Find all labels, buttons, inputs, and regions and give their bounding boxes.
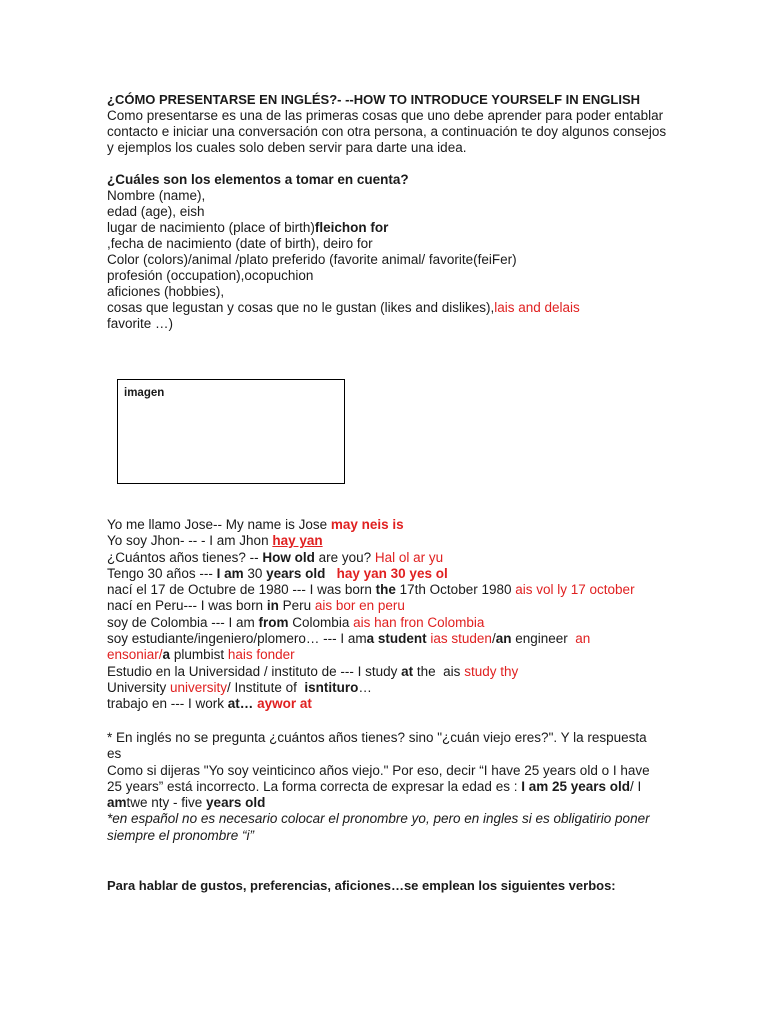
example-line [107,680,667,696]
pronunciation-red: Hal ol ar yu [374,549,444,565]
pronunciation-red: an [575,631,591,647]
elements-heading: ¿Cuáles son los elementos a tomar en cuenta? [107,172,409,187]
example-bold: the [375,582,396,598]
example-line [107,566,667,582]
example-line [107,598,667,614]
element-line [107,220,667,236]
examples-section [107,517,667,713]
example-bold: How old [262,549,315,565]
note-line [107,779,663,795]
example-text: Yo me llamo Jose-- My name is Jose [107,517,331,532]
element-line [107,300,667,316]
example-bold: at [401,663,414,679]
example-text: Colombia [288,614,354,630]
element-line: Color (colors)/animal /plato preferido (favorite animal/ favorite(feiFer) [107,252,517,267]
note-text: / I [630,778,642,794]
note-line: Como si dijeras "Yo soy veinticinco años viejo." Por eso, decir “I have 25 years old o I have [107,762,650,778]
example-text: 17th October 1980 [395,582,516,598]
example-text: / Institute of [227,679,305,695]
pronunciation-red: ais vol ly 17 october [515,582,635,598]
example-text: University [107,679,171,695]
example-text: plumbist [170,647,228,663]
element-line: ,fecha de nacimiento (date of birth), deiro for [107,236,373,251]
example-text: / [491,631,496,647]
example-text: 30 [243,565,267,581]
example-text: soy de Colombia --- I am [107,614,259,630]
example-line [107,647,667,663]
pronunciation-red: hais fonder [227,647,295,663]
example-text: Tengo 30 años --- [107,565,217,581]
example-text: trabajo en --- I work [107,696,228,712]
spacer [107,156,667,172]
example-line [107,615,667,631]
note-italic: *en español no es necesario colocar el pronombre yo, pero en ingles si es obligatirio poner siempre el pronombre “i” [107,811,650,843]
note-line [107,795,663,811]
example-text: nací el 17 de Octubre de 1980 --- I was born [107,582,376,598]
image-placeholder-label: imagen [124,387,165,399]
image-placeholder [117,379,345,484]
example-line [107,533,667,549]
pronunciation-bold: fleichon for [314,220,389,235]
example-text: nací en Peru--- I was born [107,598,267,614]
example-bold: isntituro [304,679,359,695]
note-bold: I am 25 years old [521,778,631,794]
document-body [107,92,667,332]
example-line [107,550,667,566]
example-line [107,664,667,680]
example-bold: at… [227,696,254,712]
example-text: the ais [413,663,465,679]
example-line [107,696,667,712]
example-bold: in [266,598,279,614]
example-bold: an [495,631,512,647]
pronunciation-red: ais bor en peru [314,598,405,614]
element-line: aficiones (hobbies), [107,284,225,299]
example-text: Yo soy Jhon- -- - I am Jhon [107,533,273,549]
pronunciation-red: ias studen [426,631,492,647]
element-text: lugar de nacimiento (place of birth) [107,220,315,235]
note-bold: years old [206,795,266,811]
example-text: … [358,679,372,695]
pronunciation-red: ais han fron Colombia [353,614,485,630]
example-text: engineer [511,631,576,647]
pronunciation-red: may neis is [330,517,404,532]
element-line: profesión (occupation),ocopuchion [107,268,314,283]
pronunciation-red: hay yan [272,533,323,549]
example-text: ¿Cuántos años tienes? -- [107,549,263,565]
element-line: favorite …) [107,316,174,331]
pronunciation-red: hay yan 30 yes ol [325,565,448,581]
example-bold: years old [266,565,326,581]
example-text: are you? [314,549,375,565]
pronunciation-red: ensoniar/ [107,647,163,663]
pronunciation-red: study thy [464,663,519,679]
example-bold: I am [216,565,244,581]
final-heading: Para hablar de gustos, preferencias, aficiones…se emplean los siguientes verbos: [107,878,616,893]
example-text: Peru [278,598,315,614]
note-line: * En inglés no se pregunta ¿cuántos años tienes? sino "¿cuán viejo eres?". Y la respuesta es [107,730,647,762]
example-line [107,582,667,598]
intro-paragraph: Como presentarse es una de las primeras cosas que uno debe aprender para poder entablar contacto e iniciar una conversación con otra persona, a continuación te doy algunos consejos y ejemplos los cuales solo deben servir para darte una idea. [107,108,667,155]
example-bold: a [162,647,171,663]
example-text: soy estudiante/ingeniero/plomero… --- I am [107,631,367,647]
note-text: 25 years” está incorrecto. La forma correcta de expresar la edad es : [107,778,522,794]
example-text: Estudio en la Universidad / instituto de --- I study [107,663,402,679]
element-line: edad (age), eish [107,204,205,219]
example-line [107,631,667,647]
element-line: Nombre (name), [107,188,206,203]
pronunciation-red: lais and delais [494,300,580,315]
example-line [107,517,667,533]
age-note-section [107,730,663,844]
pronunciation-red: aywor at [253,696,312,712]
note-bold: am [107,795,127,811]
example-bold: from [258,614,289,630]
element-text: cosas que legustan y cosas que no le gustan (likes and dislikes), [107,300,495,315]
example-bold: a student [366,631,427,647]
note-text: twe nty - five [126,795,207,811]
pronunciation-red: university [170,679,228,695]
page-title: ¿CÓMO PRESENTARSE EN INGLÉS?- --HOW TO INTRODUCE YOURSELF IN ENGLISH [107,92,641,107]
